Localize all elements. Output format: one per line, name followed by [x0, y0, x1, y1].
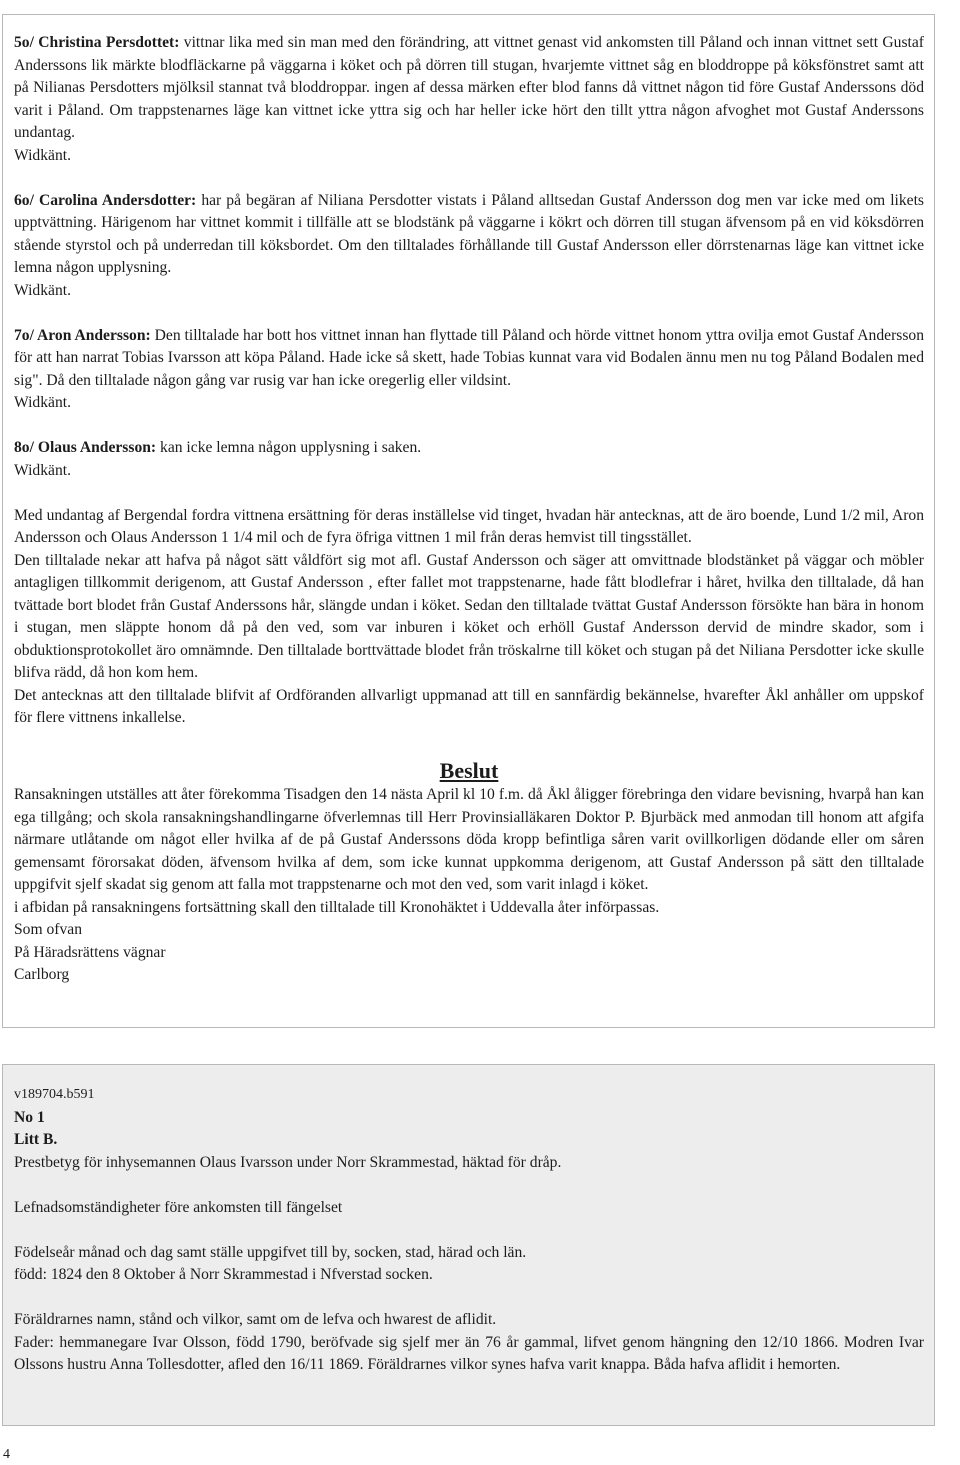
- summary-paragraph: Det antecknas att den tilltalade blifvit af Ordföranden allvarligt uppmanad att till en sannfärdig bekännelse, hvarefter Åkl anhåller om uppskof för flere vittnens inkallelse.: [14, 686, 924, 726]
- parents-record: Fader: hemmanegare Ivar Olsson, född 1790, beröfvade sig sjelf mer än 76 år gammal, lifvet genom hängning den 12/10 1866. Modren Ivar Olssons hustru Anna Tollesdotter, afled den 16/11 1869. Föräldrarnes vilkor synes hafva varit knappa. Båda hafva aflidit i hemorten.: [14, 1333, 924, 1373]
- testimony-text: har på begäran af Niliana Persdotter vistats i Påland alltsedan Gustaf Andersson dog men var icke med om likets upptvättning. Härigenom har vittnet kommit i tillfälle att se blodstänk på väggarne i kökrt och dörren till stugan äfvensom på en vid köksdörren stående styrstol och på underredan till köksbordet. Om den tilltalades förhållande till Gustaf Andersson eller dörrstenarnas läge kan vittnet icke lemna någon upplysning.: [14, 191, 924, 276]
- document-title: Prestbetyg för inhysemannen Olaus Ivarsson under Norr Skrammestad, häktad för dråp.: [14, 1153, 562, 1171]
- court-record-box: [2, 14, 935, 1028]
- witness-label: 5o/ Christina Persdottet:: [14, 34, 180, 51]
- testimony-closing: Widkänt.: [14, 281, 71, 299]
- summary-paragraph: Den tilltalade nekar att hafva på något sätt våldfört sig mot afl. Gustaf Andersson och säger att omvittnade blodstänket på väggar och möbler antagligen tillkommit derigenom, att Gustaf Andersson , efter fallet mot trappstenarne, hade fått blodlefrar i håret, hvilka den tilltalade, då han tvättade bort blodet från Gustaf Anderssons hår, slängde undan i köket. Sedan den tilltalade tvättat Gustaf Andersson försökte han bära in honom i stugan, men släppte honom då på den ved, som var inburen i köket och erhöll Gustaf Andersson dervid de mindre skador, som i obduktionsprotokollet äro omnämnde. Den tilltalade borttvättade blodet från tröskalrne till köket och stugan på det Niliana Persdotter icke skulle blifva rädd, då hon kom hem.: [14, 551, 924, 681]
- witness-label: 7o/ Aron Andersson:: [14, 326, 151, 344]
- document-number: No 1: [14, 1108, 45, 1126]
- section-heading: Lefnadsomständigheter före ankomsten till fängelset: [14, 1198, 343, 1216]
- testimony-text: vittnar lika med sin man med den förändring, att vittnet genast vid ankomsten till Påland och innan vittnet sett Gustaf Anderssons lik märkte blodfläckarne på väggarna i köket och på dörren till stugan, hvarjemte vittnet såg en bloddroppe på köksfönstret samt att på Nilianas Persdotters mjölksil stannat två bloddroppar. ingen af dessa märken efter blod fanns då vittnet någon tid före Gustaf Anderssons död varit i Påland. Om trappstenarnes läge kan vittnet icke yttra sig och har heller icke hört den tillt yttra någon afvoghet mot Gustaf Anderssons undantag.: [14, 34, 924, 141]
- signoff-line: På Häradsrättens vägnar: [14, 943, 166, 961]
- page-number: 4: [3, 1447, 10, 1462]
- testimony-text: kan icke lemna någon upplysning i saken.: [156, 439, 422, 456]
- reference-code: v189704.b591: [14, 1087, 95, 1102]
- decision-paragraph: Ransakningen utställes att åter förekomma Tisadgen den 14 nästa April kl 10 f.m. då Åkl åligger förebringa den vidare bevisning, hvarpå han kan ega tillgång; och skola ransakningshandlingarne öfverlemnas till Herr Provinsialläkaren Doktor P. Bjurbäck med anmodan till honom att afgifa närmare utlåtande om något eller hvilka af de på Gustaf Anderssons döda kropp befintliga såren varit ovillkorligen dödande eller om såren gemensamt förorsakat döden, äfvensom hvilka af dem, som icke kunnat uppkomma derigenom, att Gustaf Andersson på sätt den tilltalade uppgifvit sjelf skadat sig genom att falla mot trappstenarne och mot den ved, som varit inlagd i köket.: [14, 786, 924, 893]
- birth-record: född: 1824 den 8 Oktober å Norr Skrammestad i Nfverstad socken.: [14, 1266, 433, 1283]
- prestbetyg-box: [2, 1064, 935, 1426]
- document-litt: Litt B.: [14, 1131, 58, 1148]
- witness-label: 6o/ Carolina Andersdotter:: [14, 191, 197, 209]
- summary-paragraph: Med undantag af Bergendal fordra vittnena ersättning för deras inställelse vid tinget, hvadan här antecknas, att de äro boende, Lund 1/2 mil, Aron Andersson och Olaus Andersson 1 1/4 mil och de fyra öfriga vittnen 1 mil från deras hemvist till tingsstället.: [14, 506, 924, 546]
- signoff-line: Som ofvan: [14, 921, 83, 938]
- decision-paragraph: i afbidan på ransakningens fortsättning skall den tilltalade till Kronohäktet i Uddevalla åter införpassas.: [14, 898, 660, 916]
- testimony-closing: Widkänt.: [14, 146, 71, 164]
- section-heading: Föräldrarnes namn, stånd och vilkor, samt om de lefva och hwarest de aflidit.: [14, 1311, 497, 1328]
- section-heading: Födelseår månad och dag samt ställe uppgifvet till by, socken, stad, härad och län.: [14, 1243, 527, 1261]
- testimony-text: Den tilltalade har bott hos vittnet innan han flyttade till Påland och hörde vittnet honom yttra ovilja emot Gustaf Andersson för att han narrat Tobias Ivarsson att köpa Påland. Hade icke så skett, hade Tobias kunnat vara vid Bodalen ännu men nu tog Påland Bodalen med sig". Då den tilltalade någon gång var rusig var han icke oregerlig eller vildsint.: [14, 326, 924, 389]
- testimony-7: [14, 325, 924, 393]
- witness-label: 8o/ Olaus Andersson:: [14, 439, 157, 456]
- testimony-closing: Widkänt.: [14, 394, 71, 411]
- decision-heading: Beslut: [439, 758, 499, 783]
- testimony-5: [14, 32, 924, 145]
- testimony-6: [14, 190, 924, 280]
- testimony-8: [14, 437, 924, 460]
- signoff-signature: Carlborg: [14, 966, 70, 983]
- testimony-closing: Widkänt.: [14, 461, 71, 479]
